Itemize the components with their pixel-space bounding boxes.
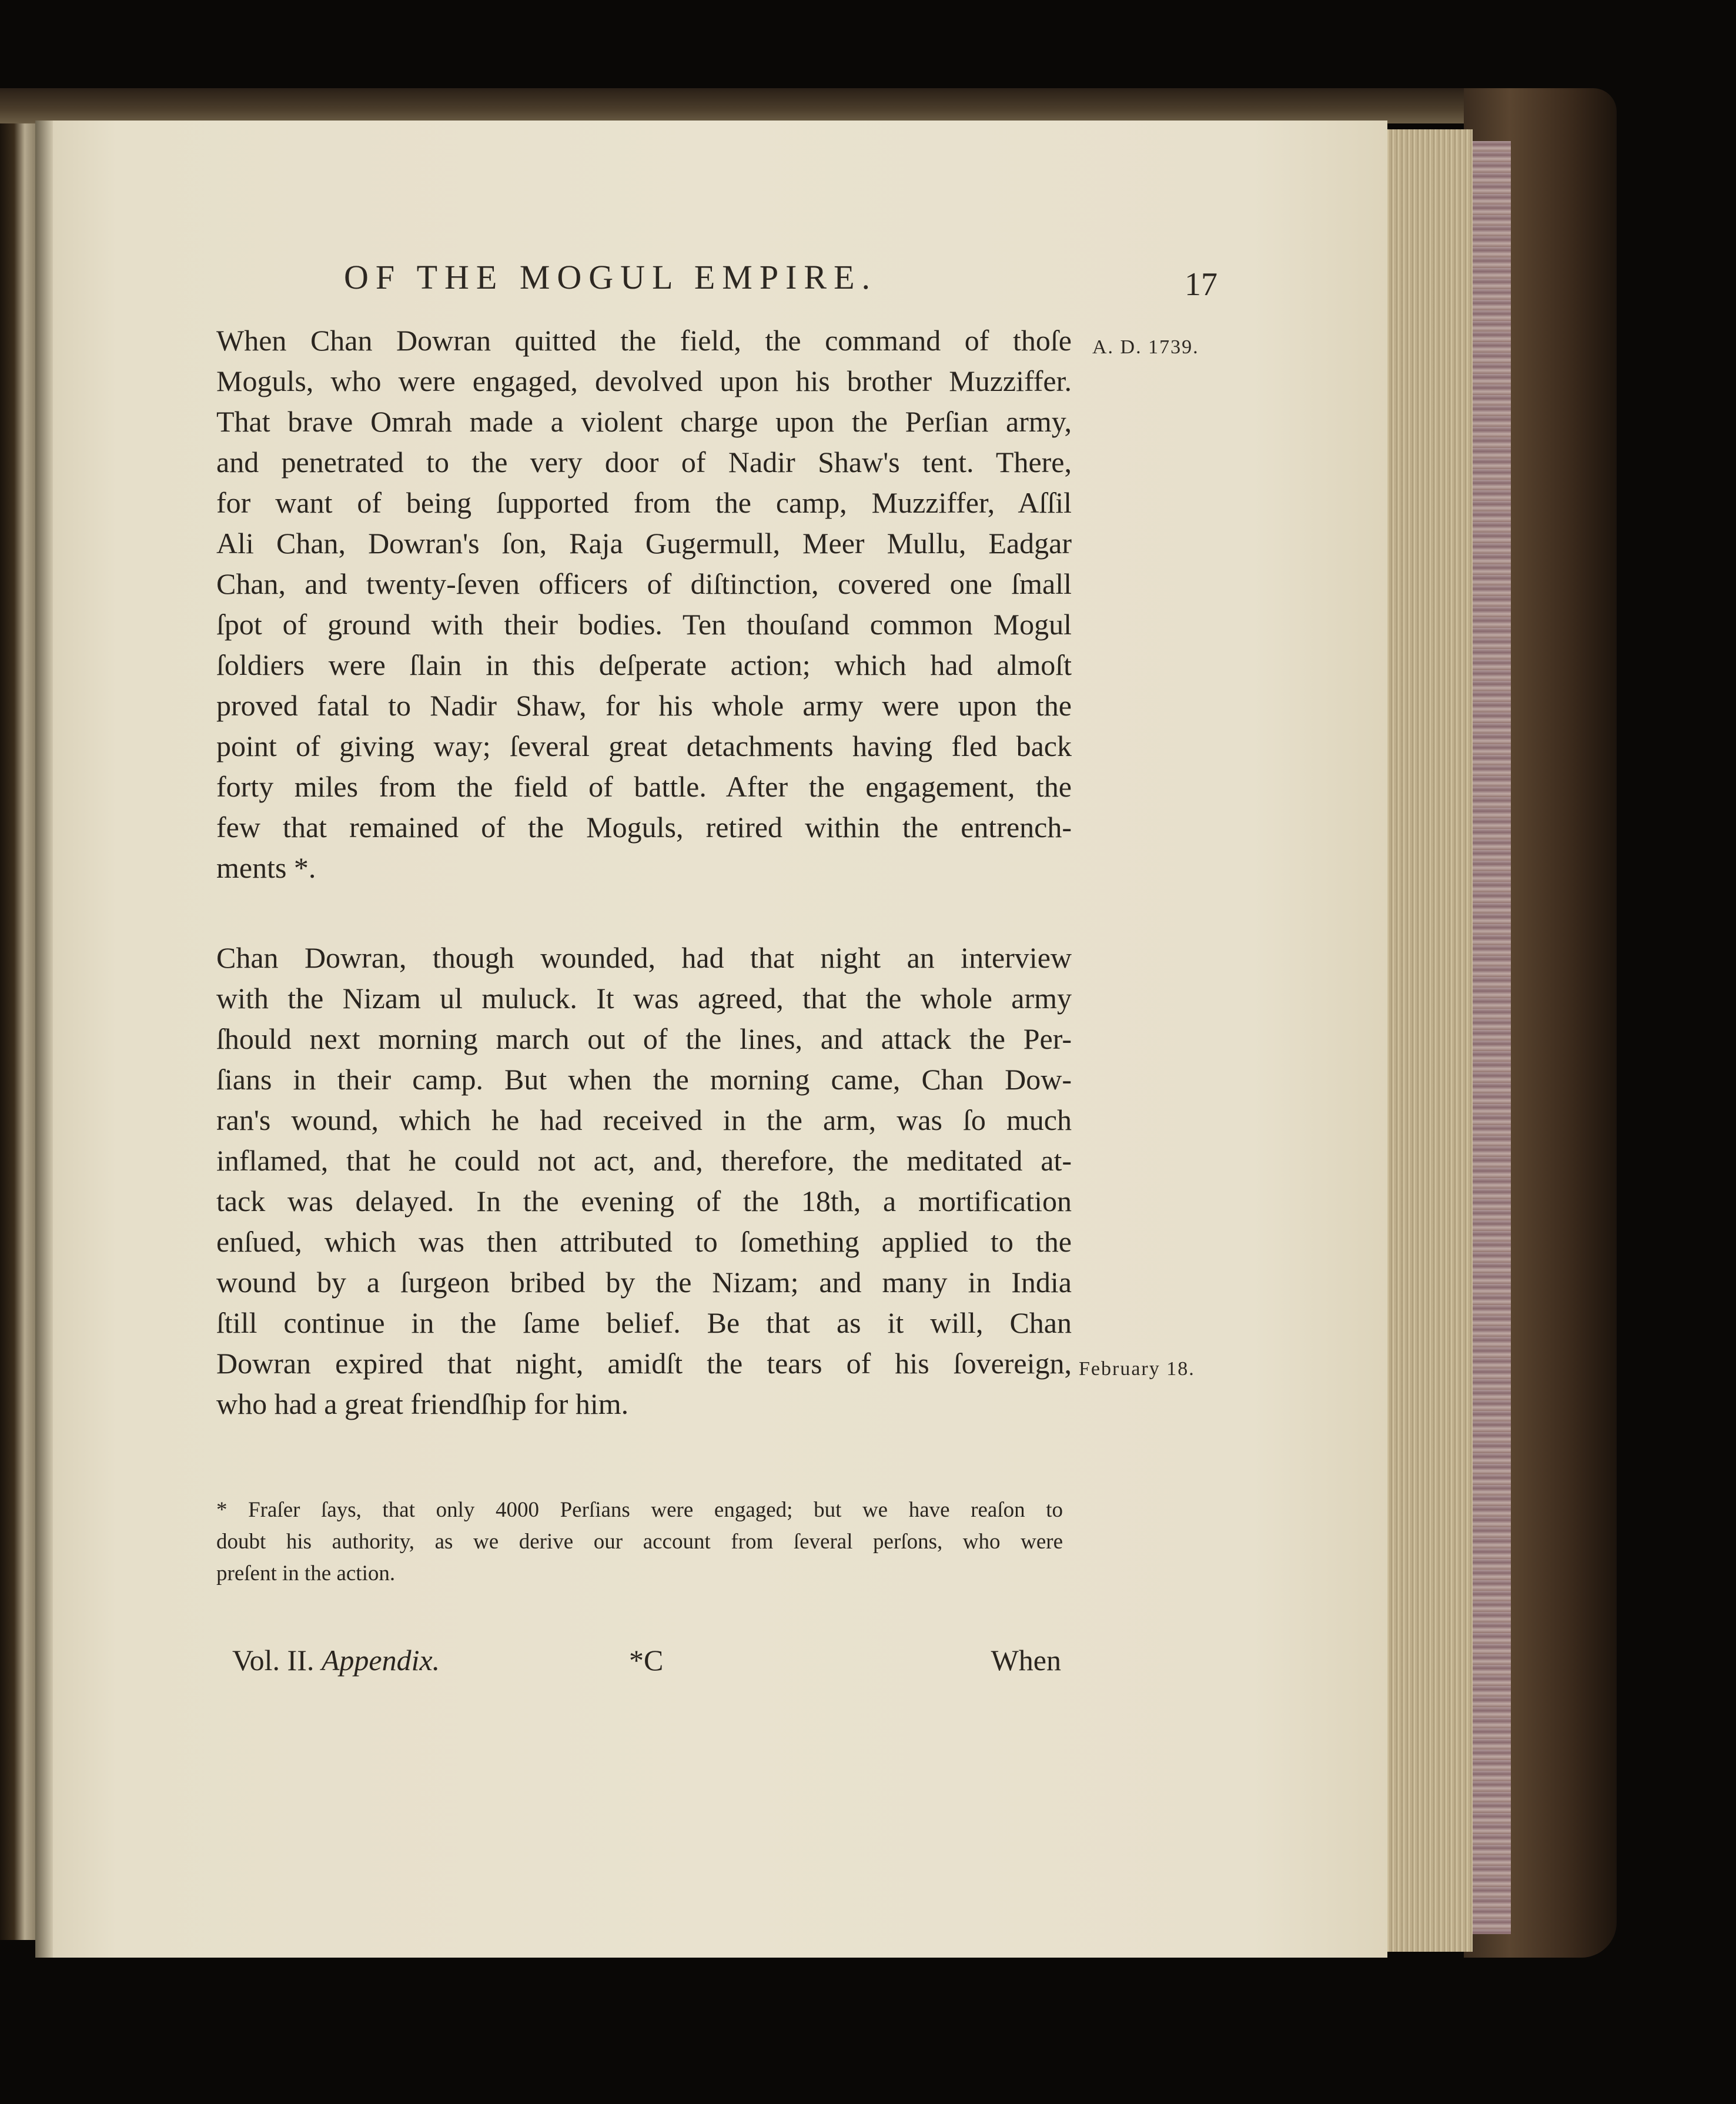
text-line: forty miles from the field of battle. After the engagement, the xyxy=(216,770,1072,803)
text-line: Chan, and twenty-ſeven officers of diſtinction, covered one ſmall xyxy=(216,567,1072,600)
paragraph-1 xyxy=(216,320,1072,888)
signature-line xyxy=(232,1643,1061,1684)
marbled-endpaper xyxy=(1470,141,1511,1934)
paragraph-2 xyxy=(216,938,1072,1424)
text-line: Ali Chan, Dowran's ſon, Raja Gugermull, Meer Mullu, Eadgar xyxy=(216,527,1072,560)
book-binding xyxy=(0,88,1552,123)
footnote xyxy=(216,1494,1063,1590)
text-line: ran's wound, which he had received in the arm, was ſo much xyxy=(216,1103,1072,1136)
appendix-label: Appendix. xyxy=(321,1644,440,1677)
text-line: Chan Dowran, though wounded, had that night an interview xyxy=(216,941,1072,974)
text-line: tack was delayed. In the evening of the 18th, a mortification xyxy=(216,1185,1072,1217)
page-edges xyxy=(1384,129,1473,1952)
text-line: When Chan Dowran quitted the field, the command of thoſe xyxy=(216,324,1072,357)
page-number: 17 xyxy=(1185,266,1217,303)
margin-note-date: February 18. xyxy=(1079,1358,1195,1380)
text-line: ſhould next morning march out of the lines, and attack the Per- xyxy=(216,1022,1072,1055)
text-line: ſtill continue in the ſame belief. Be that as it will, Chan xyxy=(216,1306,1072,1339)
text-line: and penetrated to the very door of Nadir Shaw's tent. There, xyxy=(216,446,1072,479)
text-line: inflamed, that he could not act, and, therefore, the meditated at- xyxy=(216,1144,1072,1177)
footnote-line: doubt his authority, as we derive our account from ſeveral perſons, who were xyxy=(216,1530,1063,1554)
text-line: ments *. xyxy=(216,851,316,884)
text-line: ſians in their camp. But when the morning came, Chan Dow- xyxy=(216,1063,1072,1096)
text-line: few that remained of the Moguls, retired within the entrench- xyxy=(216,811,1072,844)
text-line: enſued, which was then attributed to ſomething applied to the xyxy=(216,1225,1072,1258)
volume-number: Vol. II. xyxy=(232,1644,315,1677)
text-line: wound by a ſurgeon bribed by the Nizam; and many in India xyxy=(216,1266,1072,1299)
margin-note-year: A. D. 1739. xyxy=(1092,336,1199,358)
text-line: ſoldiers were ſlain in this deſperate action; which had almoſt xyxy=(216,648,1072,681)
text-line: ſpot of ground with their bodies. Ten thouſand common Mogul xyxy=(216,608,1072,641)
footnote-line: preſent in the action. xyxy=(216,1561,396,1585)
footnote-line: * Fraſer ſays, that only 4000 Perſians were engaged; but we have reaſon to xyxy=(216,1498,1063,1522)
left-page-edge xyxy=(0,88,35,1940)
page-gutter xyxy=(35,121,53,1958)
text-line: Dowran expired that night, amidſt the tears of his ſovereign, xyxy=(216,1347,1072,1380)
text-line: That brave Omrah made a violent charge upon the Perſian army, xyxy=(216,405,1072,438)
text-line: with the Nizam ul muluck. It was agreed, that the whole army xyxy=(216,982,1072,1015)
text-line: for want of being ſupported from the camp, Muzziffer, Aſſil xyxy=(216,486,1072,519)
catchword: When xyxy=(991,1644,1061,1677)
signature-mark: *C xyxy=(629,1644,664,1677)
text-line: point of giving way; ſeveral great detachments having fled back xyxy=(216,730,1072,762)
running-head: OF THE MOGUL EMPIRE. xyxy=(344,258,878,296)
text-line: Moguls, who were engaged, devolved upon his brother Muzziffer. xyxy=(216,364,1072,397)
text-line: who had a great friendſhip for him. xyxy=(216,1387,629,1420)
text-line: proved fatal to Nadir Shaw, for his whole army were upon the xyxy=(216,689,1072,722)
volume-label xyxy=(232,1643,440,1677)
